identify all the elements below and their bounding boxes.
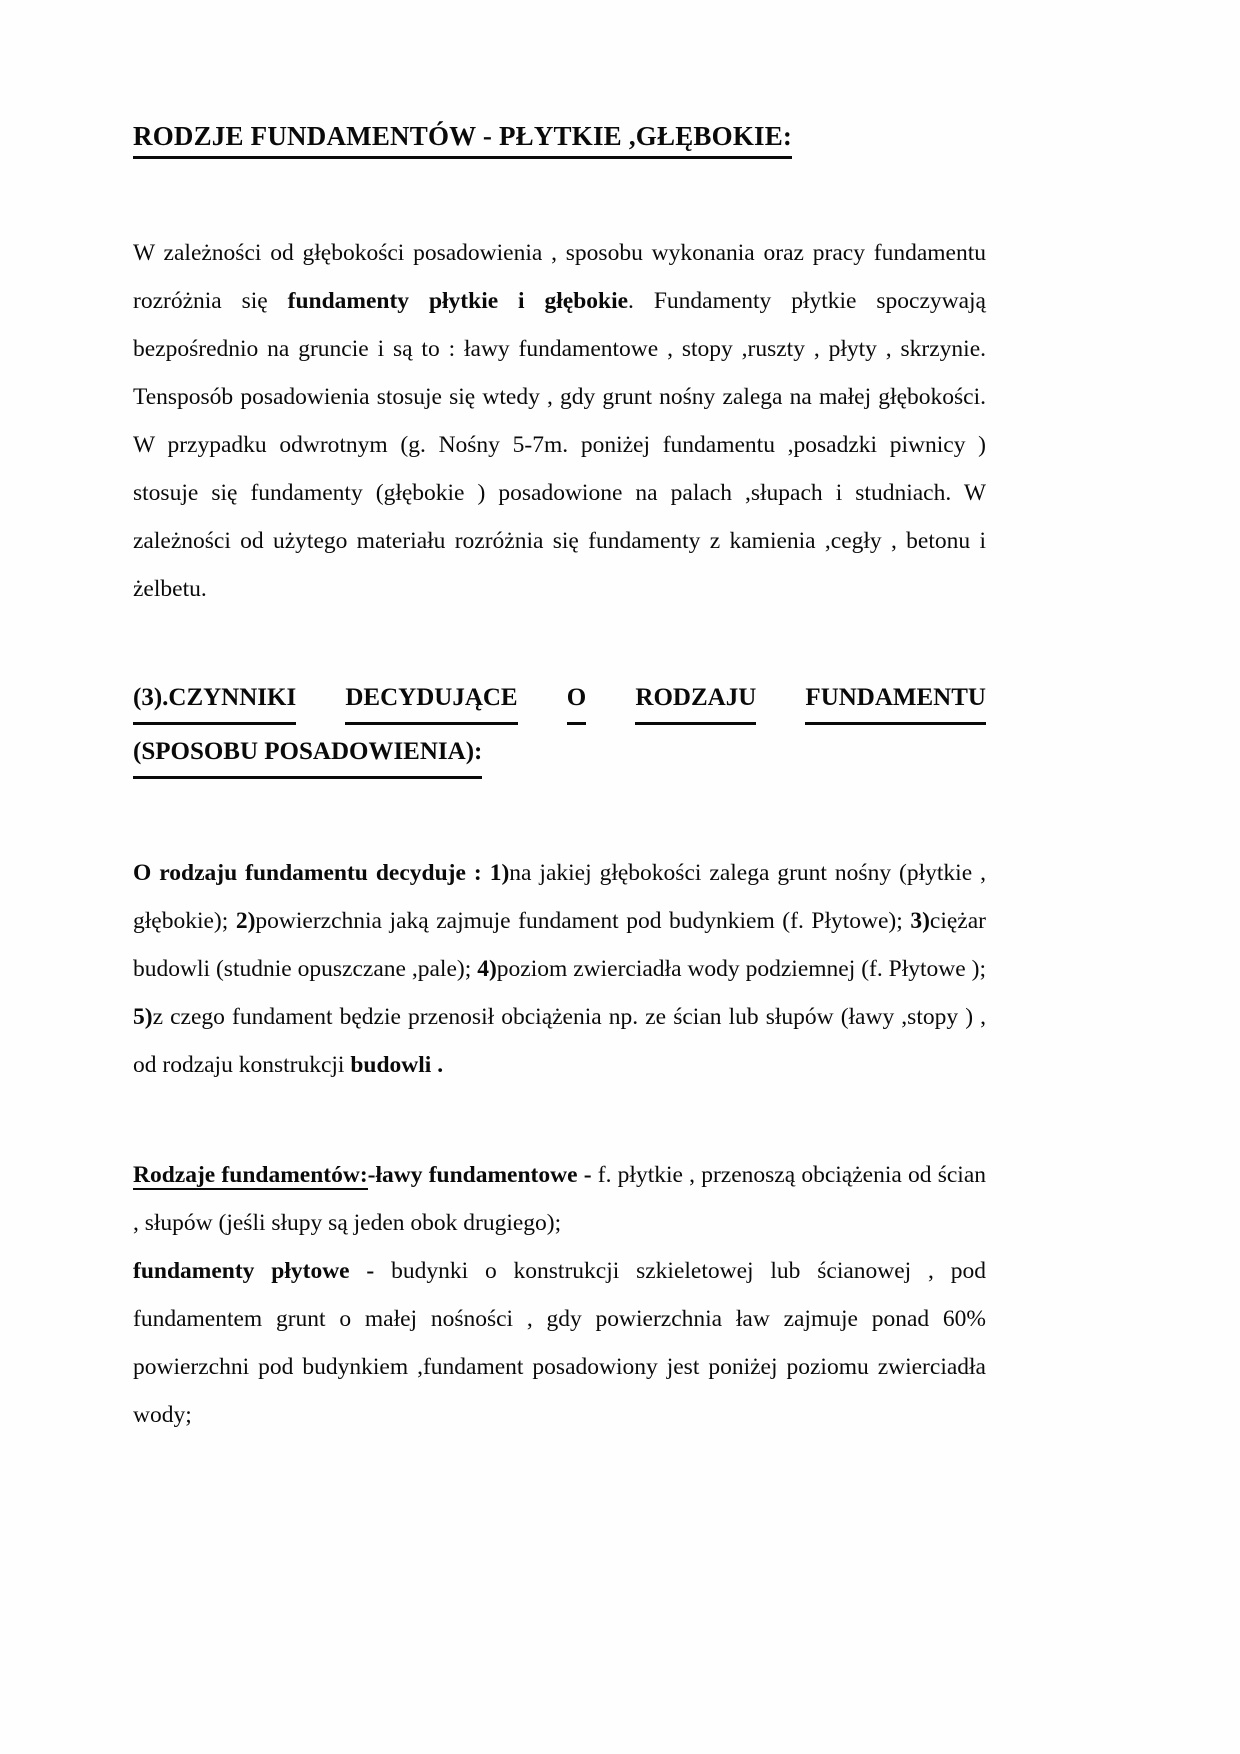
heading-word-4: RODZAJU: [635, 675, 756, 725]
heading-word-2: DECYDUJĄCE: [345, 675, 517, 725]
factor-number-3: 3): [910, 908, 930, 935]
spacer: [133, 779, 986, 849]
intro-text-part1: W zależności od głębokości posadowienia , sposobu wykonania oraz pracy fundamentu rozróżnia się: [133, 239, 986, 314]
spacer: [133, 159, 986, 229]
spacer: [133, 1089, 986, 1151]
factor-text-1: na jakiej głębokości zalega grunt nośny (płytkie , głębokie);: [133, 860, 986, 935]
factor-text-4: poziom zwierciadła wody podziemnej (f. Płytowe );: [496, 956, 986, 983]
factor-text-3: ciężar budowli (studnie opuszczane ,pale);: [133, 908, 986, 983]
factor-number-4: 4): [477, 956, 497, 983]
factor-number-2: 2): [235, 908, 256, 935]
factors-paragraph: [133, 849, 986, 1089]
intro-text-part2: . Fundamenty płytkie spoczywają bezpośrednio na gruncie i są to : ławy fundamentowe , stopy ,ruszty , płyty , skrzynie. Tensposób posadowienia stosuje się wtedy , gdy grunt nośny zalega na małej głębokości. W przypadku odwrotnym (g. Nośny 5-7m. poniżej fundamentu ,posadzki piwnicy ) stosuje się fundamenty (głębokie ) posadowione na palach ,słupach i studniach. W zależności od użytego materiału rozróżnia się fundamenty z kamienia ,cegły , betonu i żelbetu.: [133, 287, 986, 602]
types-paragraph-lawy: [133, 1151, 986, 1247]
factor-number-1: 1): [489, 860, 510, 887]
types-bold-plytowe: fundamenty płytowe -: [133, 1258, 375, 1285]
intro-paragraph: [133, 229, 986, 613]
factors-tail-bold: budowli .: [350, 1052, 444, 1079]
heading-word-5: FUNDAMENTU: [805, 675, 986, 725]
factor-text-2: powierzchnia jaką zajmuje fundament pod budynkiem (f. Płytowe);: [255, 908, 911, 935]
heading-word-1: (3).CZYNNIKI: [133, 675, 296, 725]
factor-text-5: z czego fundament będzie przenosił obciążenia np. ze ścian lub słupów (ławy ,stopy ) , od rodzaju konstrukcji: [133, 1004, 986, 1079]
factor-number-5: 5): [133, 1004, 153, 1031]
factors-lead-bold: O rodzaju fundamentu decyduje :: [133, 860, 490, 887]
types-bold-lawy: -ławy fundamentowe -: [367, 1162, 592, 1189]
types-label-underlined: Rodzaje fundamentów:: [133, 1162, 368, 1189]
heading-word-3: O: [567, 675, 586, 725]
heading-line-first: [133, 675, 986, 725]
types-paragraph-plytowe: [133, 1247, 986, 1439]
types-text-plytowe: budynki o konstrukcji szkieletowej lub ścianowej , pod fundamentem grunt o małej nośności , gdy powierzchnia ław zajmuje ponad 60% powierzchni pod budynkiem ,fundament posadowiony jest poniżej poziomu zwierciadła wody;: [133, 1258, 986, 1429]
intro-bold-term: fundamenty płytkie i głębokie: [287, 287, 629, 314]
heading-line-second: (SPOSOBU POSADOWIENIA):: [133, 729, 482, 779]
spacer: [133, 613, 986, 675]
page-title: RODZJE FUNDAMENTÓW - PŁYTKIE ,GŁĘBOKIE:: [133, 120, 792, 159]
section-heading-factors: [133, 675, 986, 780]
document-title-wrapper: [133, 120, 986, 159]
types-text-lawy: f. płytkie , przenoszą obciążenia od ścian , słupów (jeśli słupy są jeden obok drugiego);: [133, 1162, 986, 1237]
document-content: [133, 120, 986, 1439]
